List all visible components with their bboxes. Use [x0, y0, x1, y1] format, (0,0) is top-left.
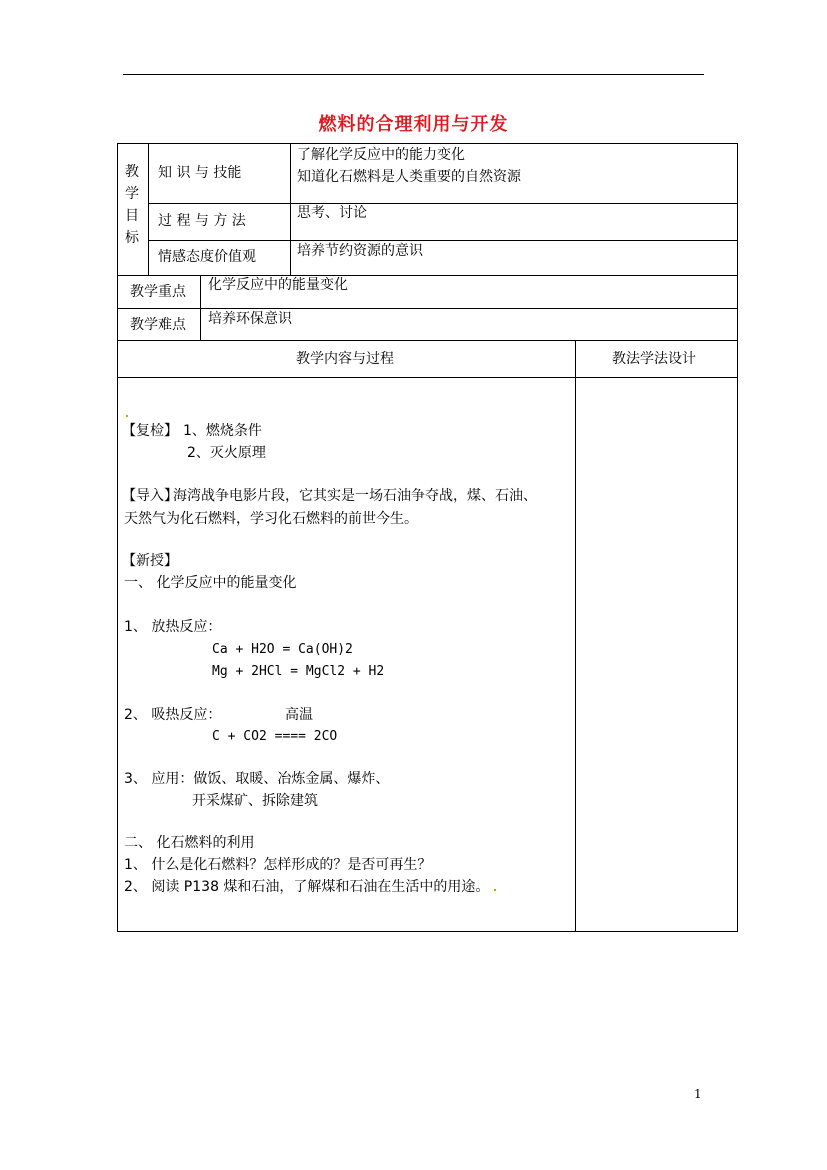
review-item-2: 2、灭火原理: [187, 445, 266, 461]
endothermic-condition: 高温: [285, 707, 313, 723]
review-item-1: 1、燃烧条件: [183, 423, 262, 439]
page-title: 燃料的合理利用与开发: [318, 114, 509, 135]
objective-label-process: 过 程 与 方 法: [158, 213, 246, 229]
exothermic-heading: 1、 放热反应：: [124, 619, 222, 635]
review-tag: 【复检】: [122, 423, 178, 439]
application-line-1: 3、 应用：做饭、取暖、冶炼金属、爆炸、: [124, 771, 390, 787]
objective-attitude-value: 培养节约资源的意识: [297, 243, 423, 259]
exothermic-equation-1: Ca + H2O = Ca(OH)2: [212, 642, 353, 657]
intro-tag: 【导入】: [122, 488, 178, 504]
objective-process-value: 思考、讨论: [297, 205, 367, 221]
application-line-2: 开采煤矿、拆除建筑: [192, 793, 318, 809]
endothermic-equation: C + CO2 ==== 2CO: [212, 729, 338, 744]
new-lesson-tag: 【新授】: [122, 553, 178, 569]
key-point-value: 化学反应中的能量变化: [208, 277, 348, 293]
method-header: 教法学法设计: [612, 351, 696, 367]
objective-label-knowledge: 知 识 与 技能: [158, 165, 242, 181]
exothermic-equation-2: Mg + 2HCl = MgCl2 + H2: [212, 664, 385, 679]
objectives-group-label: 教学目标: [125, 164, 139, 246]
header-rule: [123, 74, 704, 75]
intro-line-1: 海湾战争电影片段，它其实是一场石油争夺战，煤、石油、: [173, 488, 537, 504]
page-number: 1: [694, 1087, 702, 1101]
content-header: 教学内容与过程: [296, 351, 394, 367]
question-2: 2、 阅读 P138 煤和石油，了解煤和石油在生活中的用途。: [124, 879, 490, 895]
objective-label-attitude: 情感态度价值观: [158, 249, 256, 265]
difficulty-value: 培养环保意识: [208, 311, 292, 327]
endothermic-heading: 2、 吸热反应：: [124, 707, 222, 723]
objective-knowledge-line-1: 了解化学反应中的能力变化: [297, 147, 465, 163]
marker-dot: [126, 415, 128, 417]
marker-dot-end: [494, 889, 496, 891]
section-2-heading: 二、 化石燃料的利用: [124, 835, 255, 851]
key-point-label: 教学重点: [130, 284, 186, 300]
objective-knowledge-line-2: 知道化石燃料是人类重要的自然资源: [297, 169, 521, 185]
section-1-heading: 一、 化学反应中的能量变化: [124, 575, 297, 591]
intro-line-2: 天然气为化石燃料，学习化石燃料的前世今生。: [124, 511, 418, 527]
difficulty-label: 教学难点: [130, 317, 186, 333]
question-1: 1、 什么是化石燃料？怎样形成的？是否可再生？: [124, 857, 432, 873]
